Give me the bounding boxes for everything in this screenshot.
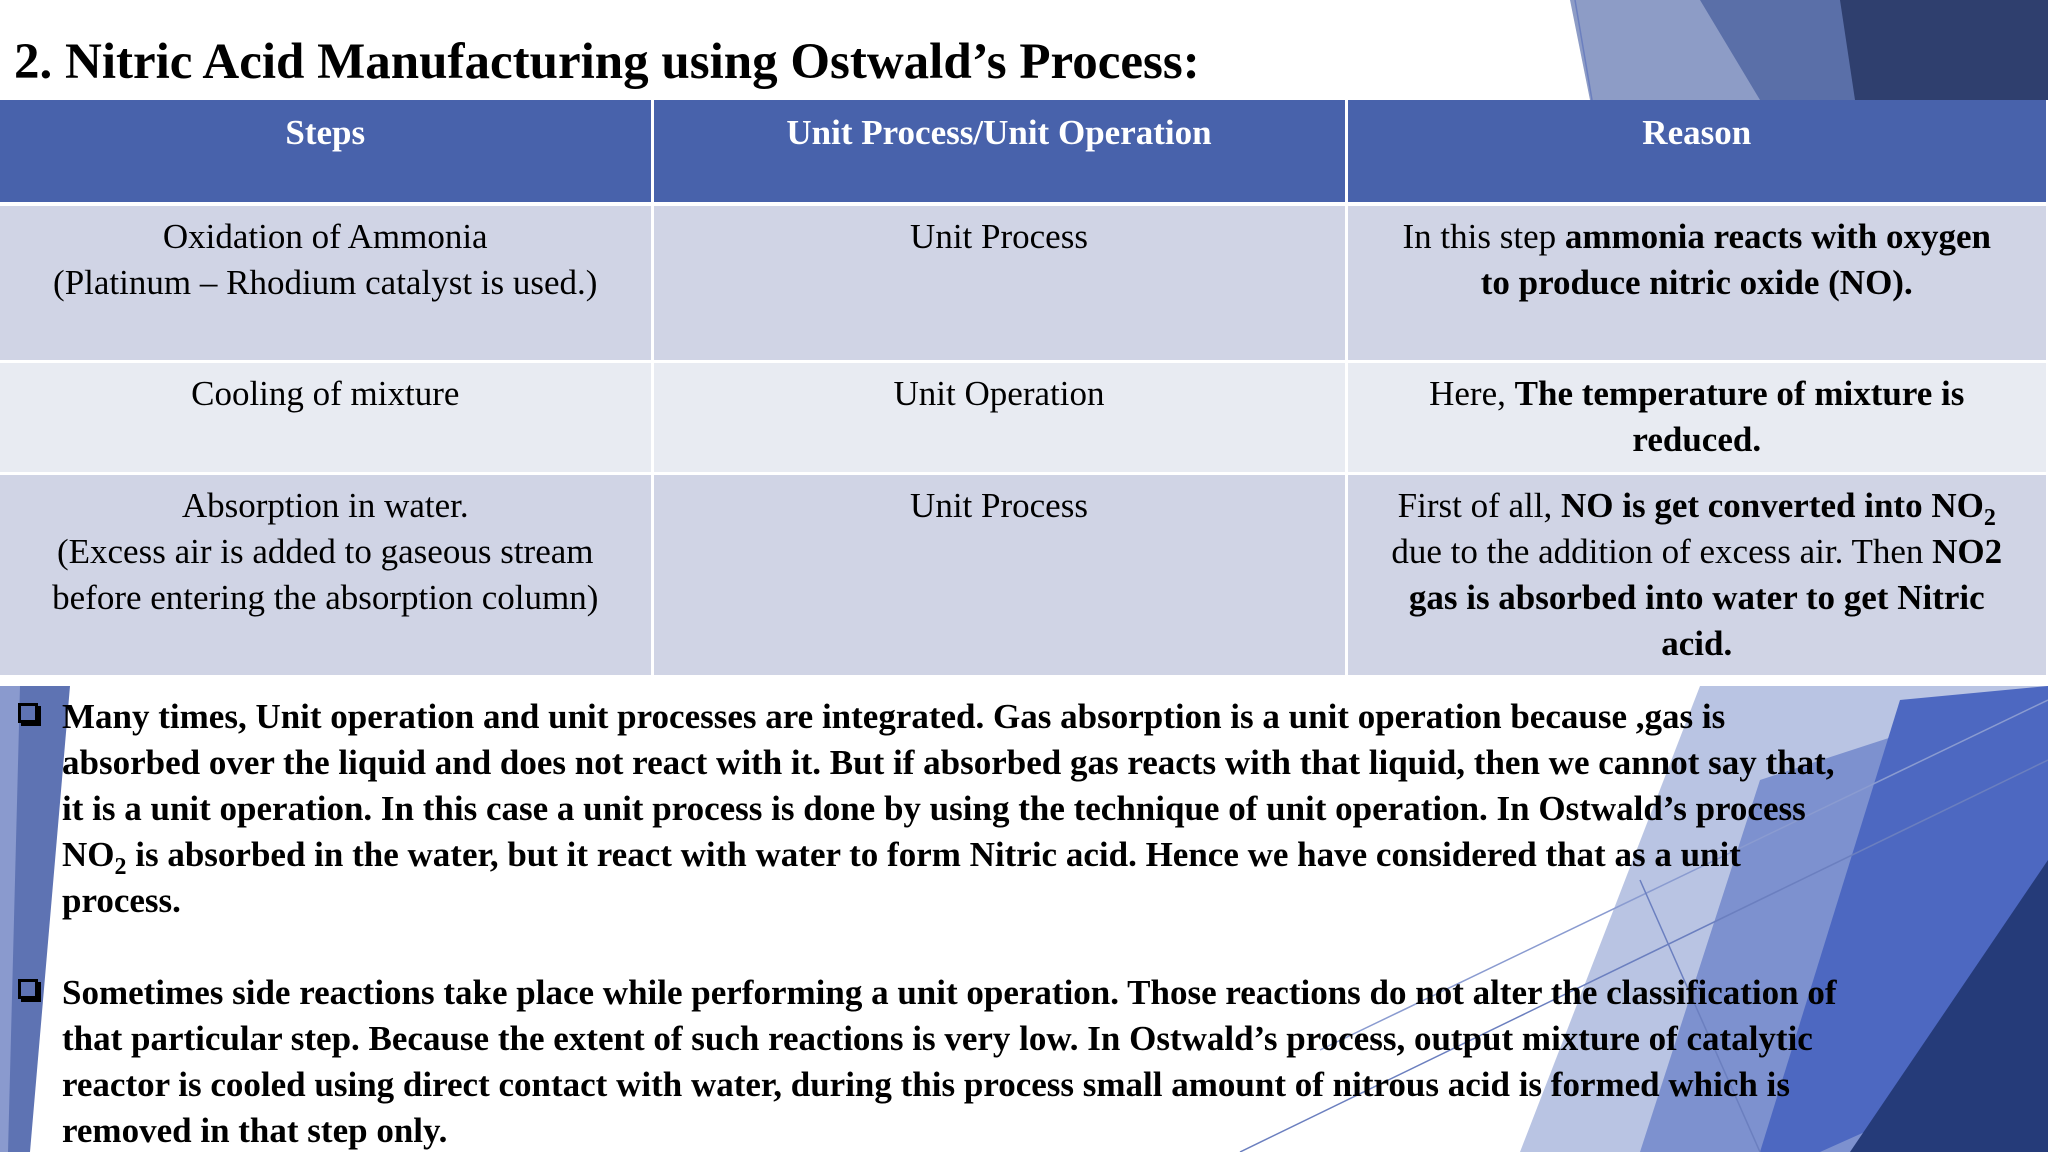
cell-step bbox=[0, 473, 652, 675]
cell-step bbox=[0, 204, 652, 361]
reason-bold-text: NO is get converted into NO bbox=[1560, 485, 1984, 525]
reason-line bbox=[1354, 371, 2041, 417]
step-line: Oxidation of Ammonia bbox=[162, 217, 488, 256]
reason-text: due to the addition of excess air. Then bbox=[1391, 531, 1933, 571]
step-line: (Platinum – Rhodium catalyst is used.) bbox=[53, 263, 598, 302]
bullet-line: reactor is cooled using direct contact with water, during this process small amount of nitrous acid is formed which is bbox=[62, 1065, 1790, 1104]
subscript: 2 bbox=[114, 854, 127, 880]
table-row bbox=[0, 204, 2046, 361]
reason-line bbox=[1354, 417, 2041, 463]
bullet-item bbox=[14, 694, 2034, 924]
subscript: 2 bbox=[1983, 504, 1996, 531]
table-row bbox=[0, 361, 2046, 473]
reason-bold-text: The temperature of mixture is bbox=[1514, 373, 1965, 413]
bullet-line bbox=[62, 832, 2034, 878]
cell-reason bbox=[1346, 361, 2046, 473]
checkbox-bullet-icon bbox=[18, 979, 38, 999]
reason-line bbox=[1354, 575, 2041, 621]
reason-line bbox=[1354, 529, 2041, 575]
bullet-line: Many times, Unit operation and unit processes are integrated. Gas absorption is a unit operation because ,gas is bbox=[62, 697, 1726, 736]
header-unit-type: Unit Process/Unit Operation bbox=[652, 100, 1346, 204]
bullet-item bbox=[14, 970, 2034, 1154]
process-steps-table bbox=[0, 100, 2046, 675]
reason-bold-text: acid. bbox=[1661, 623, 1733, 663]
reason-bold-text: to produce nitric oxide (NO). bbox=[1480, 263, 1913, 302]
step-line: before entering the absorption column) bbox=[52, 577, 599, 617]
bullet-line: Sometimes side reactions take place while performing a unit operation. Those reactions do not alter the classification of bbox=[62, 973, 1837, 1012]
reason-bold-text: ammonia reacts with oxygen bbox=[1564, 217, 1991, 256]
table-header-row bbox=[0, 100, 2046, 204]
bullet-line: removed in that step only. bbox=[62, 1111, 448, 1150]
reason-text: First of all, bbox=[1397, 485, 1561, 525]
bullet-text: NO bbox=[62, 835, 115, 874]
header-steps: Steps bbox=[0, 100, 652, 204]
reason-line bbox=[1354, 483, 2041, 529]
reason-bold-text: reduced. bbox=[1632, 419, 1762, 459]
cell-step bbox=[0, 361, 652, 473]
step-line: Cooling of mixture bbox=[191, 373, 460, 413]
bullet-line: process. bbox=[62, 881, 181, 920]
reason-bold-text: gas is absorbed into water to get Nitric bbox=[1408, 577, 1985, 617]
reason-text: Here, bbox=[1429, 373, 1515, 413]
cell-type: Unit Operation bbox=[652, 361, 1346, 473]
bullet-notes bbox=[14, 694, 2034, 1154]
cell-type: Unit Process bbox=[652, 204, 1346, 361]
bullet-line: it is a unit operation. In this case a unit process is done by using the technique of unit operation. In Ostwald’s process bbox=[62, 789, 1806, 828]
checkbox-bullet-icon bbox=[18, 703, 38, 723]
bullet-line: that particular step. Because the extent of such reactions is very low. In Ostwald’s process, output mixture of catalytic bbox=[62, 1019, 1813, 1058]
reason-line bbox=[1354, 621, 2041, 667]
reason-line bbox=[1354, 260, 2041, 306]
reason-bold-text: NO2 bbox=[1932, 531, 2003, 571]
cell-reason bbox=[1346, 473, 2046, 675]
step-line: Absorption in water. bbox=[181, 485, 469, 525]
cell-reason bbox=[1346, 204, 2046, 361]
slide-title: 2. Nitric Acid Manufacturing using Ostwald’s Process: bbox=[14, 34, 1200, 90]
reason-line bbox=[1354, 214, 2041, 260]
header-reason: Reason bbox=[1346, 100, 2046, 204]
cell-type: Unit Process bbox=[652, 473, 1346, 675]
reason-text: In this step bbox=[1402, 217, 1565, 256]
bullet-line: absorbed over the liquid and does not react with it. But if absorbed gas reacts with that liquid, then we cannot say that, bbox=[62, 743, 1835, 782]
bullet-text: is absorbed in the water, but it react with water to form Nitric acid. Hence we have considered that as a unit bbox=[126, 835, 1741, 874]
deco-top-right-dark bbox=[1840, 0, 2048, 100]
step-line: (Excess air is added to gaseous stream bbox=[56, 531, 594, 571]
table-row bbox=[0, 473, 2046, 675]
